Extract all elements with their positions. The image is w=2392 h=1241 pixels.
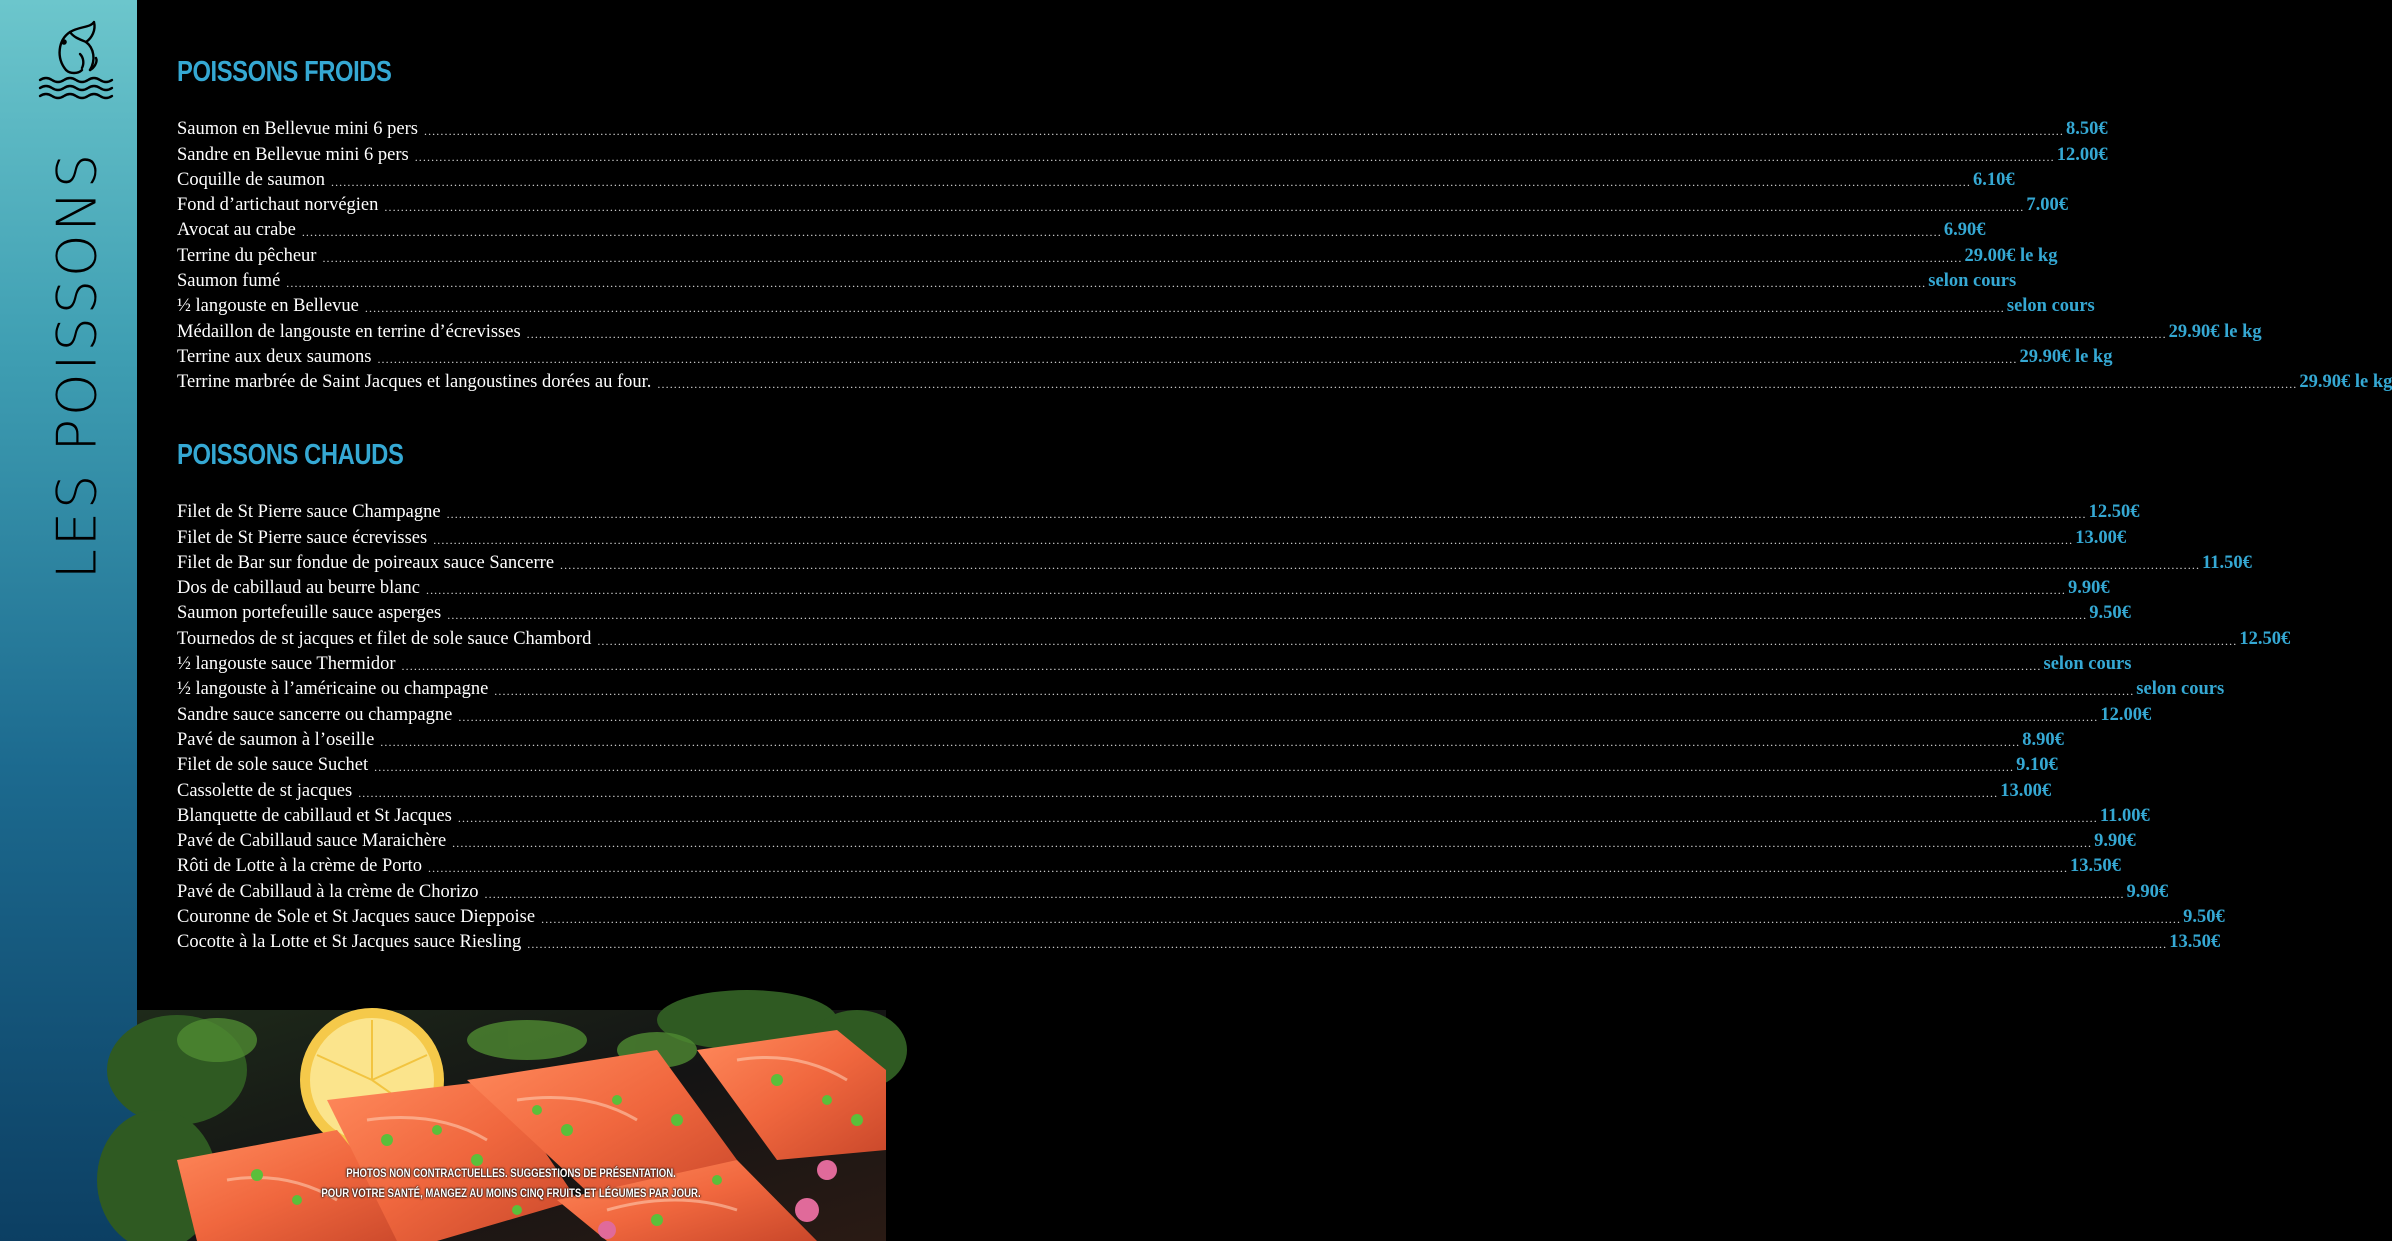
item-price: 9.50€ — [2089, 603, 2131, 624]
menu-item — [177, 852, 2121, 877]
item-name: Cassolette de st jacques — [177, 780, 353, 801]
item-name: Tournedos de st jacques et filet de sole sauce Chambord — [177, 628, 592, 649]
item-price: 7.00€ — [2026, 195, 2069, 216]
dot-leader: ................................................................................................................................................................................................................................................................................................................................................................................................................ — [380, 734, 2021, 749]
item-name: Saumon fumé — [177, 271, 281, 292]
section-title-poissons-chauds: POISSONS CHAUDS — [177, 439, 404, 471]
item-name: Cocotte à la Lotte et St Jacques sauce Riesling — [177, 932, 522, 953]
item-name: Blanquette de cabillaud et St Jacques — [177, 805, 452, 826]
menu-item — [177, 776, 2052, 801]
item-price: 9.90€ — [2094, 831, 2136, 852]
item-price: 9.10€ — [2016, 755, 2058, 776]
dot-leader: ................................................................................................................................................................................................................................................................................................................................................................................................................ — [458, 709, 2099, 724]
item-name: ½ langouste à l’américaine ou champagne — [177, 679, 489, 700]
item-name: Terrine du pêcheur — [177, 245, 317, 266]
menu-item — [177, 241, 2058, 266]
item-name: Sandre en Bellevue mini 6 pers — [177, 144, 409, 165]
item-price: 12.50€ — [2088, 502, 2140, 523]
item-price: 11.50€ — [2202, 552, 2252, 573]
item-price: 11.00€ — [2099, 805, 2150, 826]
dot-leader: ................................................................................................................................................................................................................................................................................................................................................................................................................ — [377, 351, 2018, 366]
item-price: 12.00€ — [2056, 144, 2108, 165]
disclaimer-health: POUR VOTRE SANTÉ, MANGEZ AU MOINS CINQ FRUITS ET LÉGUMES PAR JOUR. — [321, 1186, 702, 1200]
dot-leader: ................................................................................................................................................................................................................................................................................................................................................................................................................ — [446, 507, 2087, 522]
item-name: Avocat au crabe — [177, 220, 296, 241]
item-price: 29.90€ le kg — [2019, 346, 2113, 367]
item-name: Sandre sauce sancerre ou champagne — [177, 704, 453, 725]
sidebar-title: LES POISSONS — [45, 150, 109, 580]
item-price: selon cours — [1928, 271, 2017, 292]
item-price: 13.50€ — [2169, 932, 2221, 953]
menu-item — [177, 523, 2127, 548]
item-name: Dos de cabillaud au beurre blanc — [177, 578, 420, 599]
item-name: Coquille de saumon — [177, 169, 325, 190]
menu-item — [177, 498, 2140, 523]
menu-item — [177, 574, 2110, 599]
menu-item — [177, 292, 2095, 317]
dot-leader: ................................................................................................................................................................................................................................................................................................................................................................................................................ — [560, 557, 2201, 572]
item-price: 6.10€ — [1972, 169, 2015, 190]
item-name: ½ langouste en Bellevue — [177, 296, 359, 317]
item-price: 9.90€ — [2126, 881, 2169, 902]
menu-item — [177, 675, 2225, 700]
menu-item — [177, 140, 2108, 165]
menu-item — [177, 216, 1986, 241]
item-price: 9.90€ — [2067, 578, 2110, 599]
item-name: Pavé de Cabillaud sauce Maraichère — [177, 831, 447, 852]
menu-item — [177, 368, 2392, 393]
salmon-photo — [137, 1010, 886, 1241]
menu-item — [177, 802, 2150, 827]
item-price: selon cours — [2006, 296, 2095, 317]
dot-leader: ................................................................................................................................................................................................................................................................................................................................................................................................................ — [364, 301, 2005, 316]
dot-leader: ................................................................................................................................................................................................................................................................................................................................................................................................................ — [401, 659, 2042, 674]
item-name: Saumon en Bellevue mini 6 pers — [177, 119, 418, 140]
menu-item — [177, 650, 2132, 675]
dot-leader: ................................................................................................................................................................................................................................................................................................................................................................................................................ — [423, 124, 2064, 139]
dot-leader: ................................................................................................................................................................................................................................................................................................................................................................................................................ — [330, 174, 1971, 189]
item-price: 13.00€ — [2075, 527, 2127, 548]
dot-leader: ................................................................................................................................................................................................................................................................................................................................................................................................................ — [597, 633, 2238, 648]
item-price: selon cours — [2136, 679, 2225, 700]
menu-item — [177, 549, 2252, 574]
menu-item — [177, 191, 2069, 216]
menu-item — [177, 624, 2291, 649]
item-price: 29.00€ le kg — [1964, 245, 2058, 266]
item-name: Filet de St Pierre sauce écrevisses — [177, 527, 428, 548]
dot-leader: ................................................................................................................................................................................................................................................................................................................................................................................................................ — [433, 532, 2074, 547]
item-name: Saumon portefeuille sauce asperges — [177, 603, 442, 624]
dot-leader: ................................................................................................................................................................................................................................................................................................................................................................................................................ — [527, 937, 2168, 952]
menu-item — [177, 827, 2136, 852]
menu-item — [177, 877, 2169, 902]
item-price: 12.50€ — [2239, 628, 2291, 649]
item-price: 13.00€ — [2000, 780, 2052, 801]
dot-leader: ................................................................................................................................................................................................................................................................................................................................................................................................................ — [494, 684, 2135, 699]
item-name: Filet de sole sauce Suchet — [177, 755, 369, 776]
dot-leader: ................................................................................................................................................................................................................................................................................................................................................................................................................ — [541, 912, 2182, 927]
item-name: Médaillon de langouste en terrine d’écrevisses — [177, 321, 521, 342]
menu-item — [177, 267, 2017, 292]
dot-leader: ................................................................................................................................................................................................................................................................................................................................................................................................................ — [425, 583, 2066, 598]
dot-leader: ................................................................................................................................................................................................................................................................................................................................................................................................................ — [428, 861, 2069, 876]
fish-waves-icon — [36, 18, 114, 100]
item-price: 29.90€ le kg — [2299, 372, 2392, 393]
item-price: selon cours — [2043, 654, 2132, 675]
menu-item — [177, 343, 2113, 368]
dot-leader: ................................................................................................................................................................................................................................................................................................................................................................................................................ — [414, 149, 2055, 164]
dot-leader: ................................................................................................................................................................................................................................................................................................................................................................................................................ — [301, 225, 1942, 240]
dot-leader: ................................................................................................................................................................................................................................................................................................................................................................................................................ — [657, 377, 2298, 392]
item-name: Rôti de Lotte à la crème de Porto — [177, 856, 423, 877]
dot-leader: ................................................................................................................................................................................................................................................................................................................................................................................................................ — [447, 608, 2088, 623]
item-name: Filet de Bar sur fondue de poireaux sauce Sancerre — [177, 552, 555, 573]
section-title-poissons-froids: POISSONS FROIDS — [177, 56, 392, 88]
item-name: Fond d’artichaut norvégien — [177, 195, 379, 216]
item-price: 9.50€ — [2183, 907, 2225, 928]
item-price: 29.90€ le kg — [2168, 321, 2262, 342]
menu-item — [177, 726, 2064, 751]
item-price: 13.50€ — [2070, 856, 2121, 877]
dot-leader: ................................................................................................................................................................................................................................................................................................................................................................................................................ — [452, 836, 2093, 851]
item-name: Terrine aux deux saumons — [177, 346, 372, 367]
dot-leader: ................................................................................................................................................................................................................................................................................................................................................................................................................ — [358, 785, 1999, 800]
dot-leader: ................................................................................................................................................................................................................................................................................................................................................................................................................ — [286, 276, 1927, 291]
dot-leader: ................................................................................................................................................................................................................................................................................................................................................................................................................ — [526, 326, 2167, 341]
menu-list-poissons-froids — [177, 115, 2392, 393]
item-name: Filet de St Pierre sauce Champagne — [177, 502, 441, 523]
menu-item — [177, 700, 2152, 725]
item-price: 8.50€ — [2065, 119, 2108, 140]
dot-leader: ................................................................................................................................................................................................................................................................................................................................................................................................................ — [484, 886, 2125, 901]
menu-item — [177, 166, 2015, 191]
disclaimer-photos: PHOTOS NON CONTRACTUELLES. SUGGESTIONS DE PRÉSENTATION. — [346, 1166, 677, 1180]
item-price: 12.00€ — [2100, 704, 2152, 725]
menu-list-poissons-chauds — [177, 498, 2291, 953]
dot-leader: ................................................................................................................................................................................................................................................................................................................................................................................................................ — [322, 250, 1963, 265]
item-name: Terrine marbrée de Saint Jacques et langoustines dorées au four. — [177, 372, 652, 393]
menu-item — [177, 115, 2108, 140]
dot-leader: ................................................................................................................................................................................................................................................................................................................................................................................................................ — [374, 760, 2015, 775]
menu-item — [177, 317, 2262, 342]
item-name: Couronne de Sole et St Jacques sauce Dieppoise — [177, 907, 536, 928]
item-name: Pavé de saumon à l’oseille — [177, 729, 375, 750]
item-name: Pavé de Cabillaud à la crème de Chorizo — [177, 881, 479, 902]
dot-leader: ................................................................................................................................................................................................................................................................................................................................................................................................................ — [384, 200, 2025, 215]
item-name: ½ langouste sauce Thermidor — [177, 654, 396, 675]
menu-item — [177, 928, 2221, 953]
item-price: 6.90€ — [1943, 220, 1986, 241]
menu-item — [177, 599, 2131, 624]
dot-leader: ................................................................................................................................................................................................................................................................................................................................................................................................................ — [457, 810, 2098, 825]
item-price: 8.90€ — [2022, 729, 2064, 750]
menu-item — [177, 903, 2225, 928]
menu-item — [177, 751, 2058, 776]
